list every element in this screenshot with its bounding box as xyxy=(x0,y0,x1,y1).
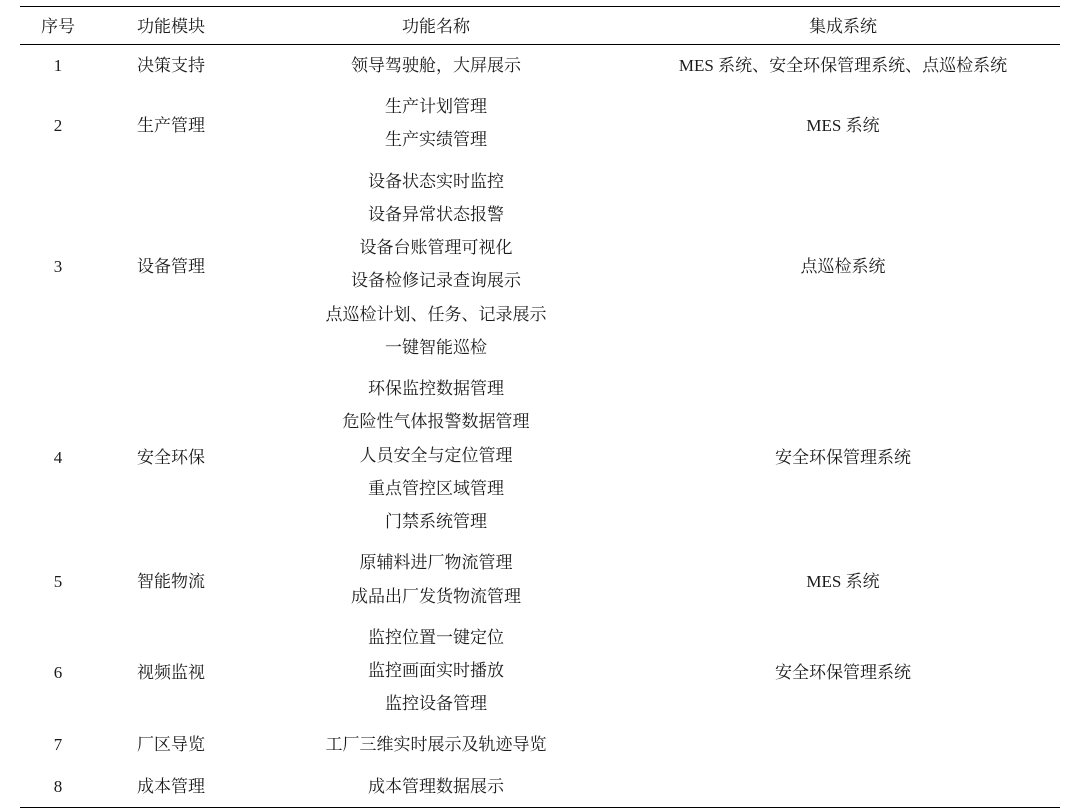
cell-function-name: 设备台账管理可视化 xyxy=(359,238,513,258)
cell-module-name: 安全环保 xyxy=(137,447,205,467)
cell-serial-number: 2 xyxy=(53,115,63,135)
cell-serial-number: 3 xyxy=(53,256,63,276)
table-row xyxy=(20,161,1060,198)
table-row xyxy=(20,368,1060,405)
table-row xyxy=(20,542,1060,579)
cell-module-name: 成本管理 xyxy=(137,776,205,796)
cell-module-name: 视频监视 xyxy=(137,662,205,682)
cell-function-name: 门禁系统管理 xyxy=(385,512,487,532)
cell-function-name: 监控画面实时播放 xyxy=(368,660,504,680)
cell-function-name: 设备异常状态报警 xyxy=(368,204,504,224)
cell-function-name: 成品出厂发货物流管理 xyxy=(351,586,521,606)
cell-function-name: 设备状态实时监控 xyxy=(368,171,504,191)
cell-function-name: 监控位置一键定位 xyxy=(368,627,504,647)
cell-function-name: 重点管控区域管理 xyxy=(368,478,504,498)
cell-integrated-system: 安全环保管理系统 xyxy=(775,662,911,682)
cell-function-name: 点巡检计划、任务、记录展示 xyxy=(325,304,547,324)
cell-integrated-system: MES 系统 xyxy=(806,115,880,135)
cell-integrated-system xyxy=(626,766,1060,808)
cell-function-name: 生产计划管理 xyxy=(385,97,487,117)
cell-function-name: 原辅料进厂物流管理 xyxy=(359,553,513,573)
document-page xyxy=(0,6,1080,796)
cell-module-name: 智能物流 xyxy=(137,571,205,591)
cell-function-name: 生产实绩管理 xyxy=(385,130,487,150)
column-header-no: 序号 xyxy=(41,17,75,36)
cell-function-name: 设备检修记录查询展示 xyxy=(351,271,521,291)
function-module-table xyxy=(20,6,1060,808)
table-row xyxy=(20,617,1060,654)
cell-function-name: 危险性气体报警数据管理 xyxy=(342,412,530,432)
column-header-system: 集成系统 xyxy=(809,17,877,36)
cell-module-name: 厂区导览 xyxy=(137,735,205,755)
cell-function-name: 人员安全与定位管理 xyxy=(359,445,513,465)
cell-function-name: 监控设备管理 xyxy=(385,694,487,714)
table-row xyxy=(20,86,1060,123)
cell-function-name: 环保监控数据管理 xyxy=(368,379,504,399)
cell-serial-number: 6 xyxy=(53,662,63,682)
table-body xyxy=(20,45,1060,808)
cell-function-name: 成本管理数据展示 xyxy=(368,776,504,796)
cell-function-name: 领导驾驶舱，大屏展示 xyxy=(351,56,521,75)
cell-serial-number: 7 xyxy=(53,735,63,755)
cell-serial-number: 5 xyxy=(53,571,63,591)
cell-integrated-system: MES 系统、安全环保管理系统、点巡检系统 xyxy=(678,56,1008,75)
cell-function-name: 一键智能巡检 xyxy=(385,337,487,357)
table-header xyxy=(20,7,1060,45)
cell-integrated-system: 点巡检系统 xyxy=(800,256,886,276)
cell-integrated-system: MES 系统 xyxy=(806,571,880,591)
cell-module-name: 决策支持 xyxy=(137,56,205,75)
cell-function-name: 工厂三维实时展示及轨迹导览 xyxy=(325,735,547,755)
table-header-row xyxy=(20,7,1060,45)
column-header-function: 功能名称 xyxy=(402,17,470,36)
cell-serial-number: 1 xyxy=(53,56,63,75)
cell-integrated-system xyxy=(626,724,1060,765)
column-header-module: 功能模块 xyxy=(137,17,205,36)
cell-serial-number: 8 xyxy=(53,776,63,796)
table-row xyxy=(20,766,1060,808)
cell-integrated-system: 安全环保管理系统 xyxy=(775,447,911,467)
table-row xyxy=(20,724,1060,765)
cell-module-name: 设备管理 xyxy=(137,256,205,276)
cell-module-name: 生产管理 xyxy=(137,115,205,135)
table-row xyxy=(20,45,1060,87)
cell-serial-number: 4 xyxy=(53,447,63,467)
